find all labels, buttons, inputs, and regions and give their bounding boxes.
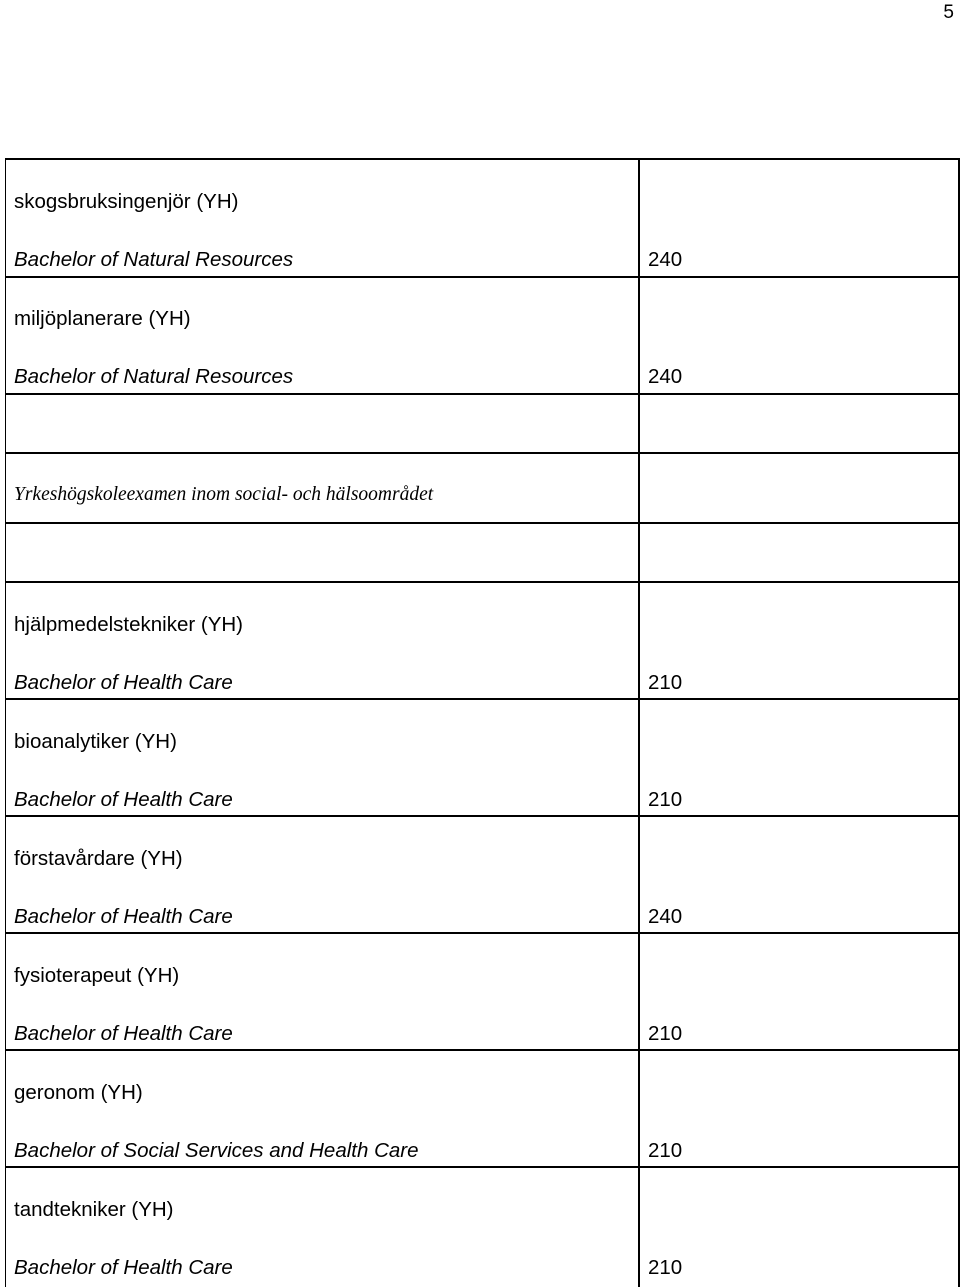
degree-name: Bachelor of Health Care xyxy=(14,1256,233,1279)
degree-cell xyxy=(6,1168,640,1287)
credits-cell xyxy=(640,934,958,1049)
degree-title: förstavårdare (YH) xyxy=(14,847,183,870)
degree-title: fysioterapeut (YH) xyxy=(14,964,180,987)
degree-name: Bachelor of Social Services and Health Care xyxy=(14,1139,419,1162)
table-row-empty xyxy=(6,524,958,583)
credits-cell xyxy=(640,817,958,932)
degree-cell xyxy=(6,583,640,698)
degree-name: Bachelor of Natural Resources xyxy=(14,248,294,271)
degree-name: Bachelor of Health Care xyxy=(14,671,233,694)
credits-cell xyxy=(640,160,958,276)
table-row xyxy=(6,278,958,395)
credits-value: 210 xyxy=(648,1256,683,1279)
table-row xyxy=(6,817,958,934)
empty-cell xyxy=(640,454,958,522)
empty-cell xyxy=(6,524,640,581)
credits-value: 210 xyxy=(648,788,683,811)
credits-value: 240 xyxy=(648,905,683,928)
degree-name: Bachelor of Health Care xyxy=(14,905,233,928)
degree-title: skogsbruksingenjör (YH) xyxy=(14,190,239,213)
empty-cell xyxy=(640,395,958,452)
credits-cell xyxy=(640,1168,958,1287)
credits-cell xyxy=(640,700,958,815)
degree-cell xyxy=(6,934,640,1049)
empty-cell xyxy=(6,395,640,452)
degree-name: Bachelor of Natural Resources xyxy=(14,365,294,388)
credits-cell xyxy=(640,1051,958,1166)
degree-table xyxy=(5,158,960,1287)
degree-cell xyxy=(6,1051,640,1166)
page-number: 5 xyxy=(943,2,954,23)
credits-value: 210 xyxy=(648,1139,683,1162)
table-row xyxy=(6,1051,958,1168)
section-heading-row xyxy=(6,454,958,524)
table-row-empty xyxy=(6,395,958,454)
credits-value: 210 xyxy=(648,671,683,694)
credits-value: 240 xyxy=(648,365,683,388)
degree-title: geronom (YH) xyxy=(14,1081,143,1104)
degree-title: tandtekniker (YH) xyxy=(14,1198,174,1221)
table-row xyxy=(6,1168,958,1287)
degree-cell xyxy=(6,817,640,932)
degree-cell xyxy=(6,700,640,815)
table-row xyxy=(6,583,958,700)
degree-cell xyxy=(6,160,640,276)
credits-cell xyxy=(640,278,958,393)
table-row xyxy=(6,160,958,278)
degree-cell xyxy=(6,278,640,393)
table-row xyxy=(6,934,958,1051)
degree-name: Bachelor of Health Care xyxy=(14,1022,233,1045)
section-heading: Yrkeshögskoleexamen inom social- och hälsoområdet xyxy=(14,484,434,505)
degree-title: bioanalytiker (YH) xyxy=(14,730,177,753)
credits-cell xyxy=(640,583,958,698)
section-heading-cell xyxy=(6,454,640,522)
table-row xyxy=(6,700,958,817)
credits-value: 240 xyxy=(648,248,683,271)
degree-title: hjälpmedelstekniker (YH) xyxy=(14,613,244,636)
empty-cell xyxy=(640,524,958,581)
degree-title: miljöplanerare (YH) xyxy=(14,307,191,330)
credits-value: 210 xyxy=(648,1022,683,1045)
degree-name: Bachelor of Health Care xyxy=(14,788,233,811)
